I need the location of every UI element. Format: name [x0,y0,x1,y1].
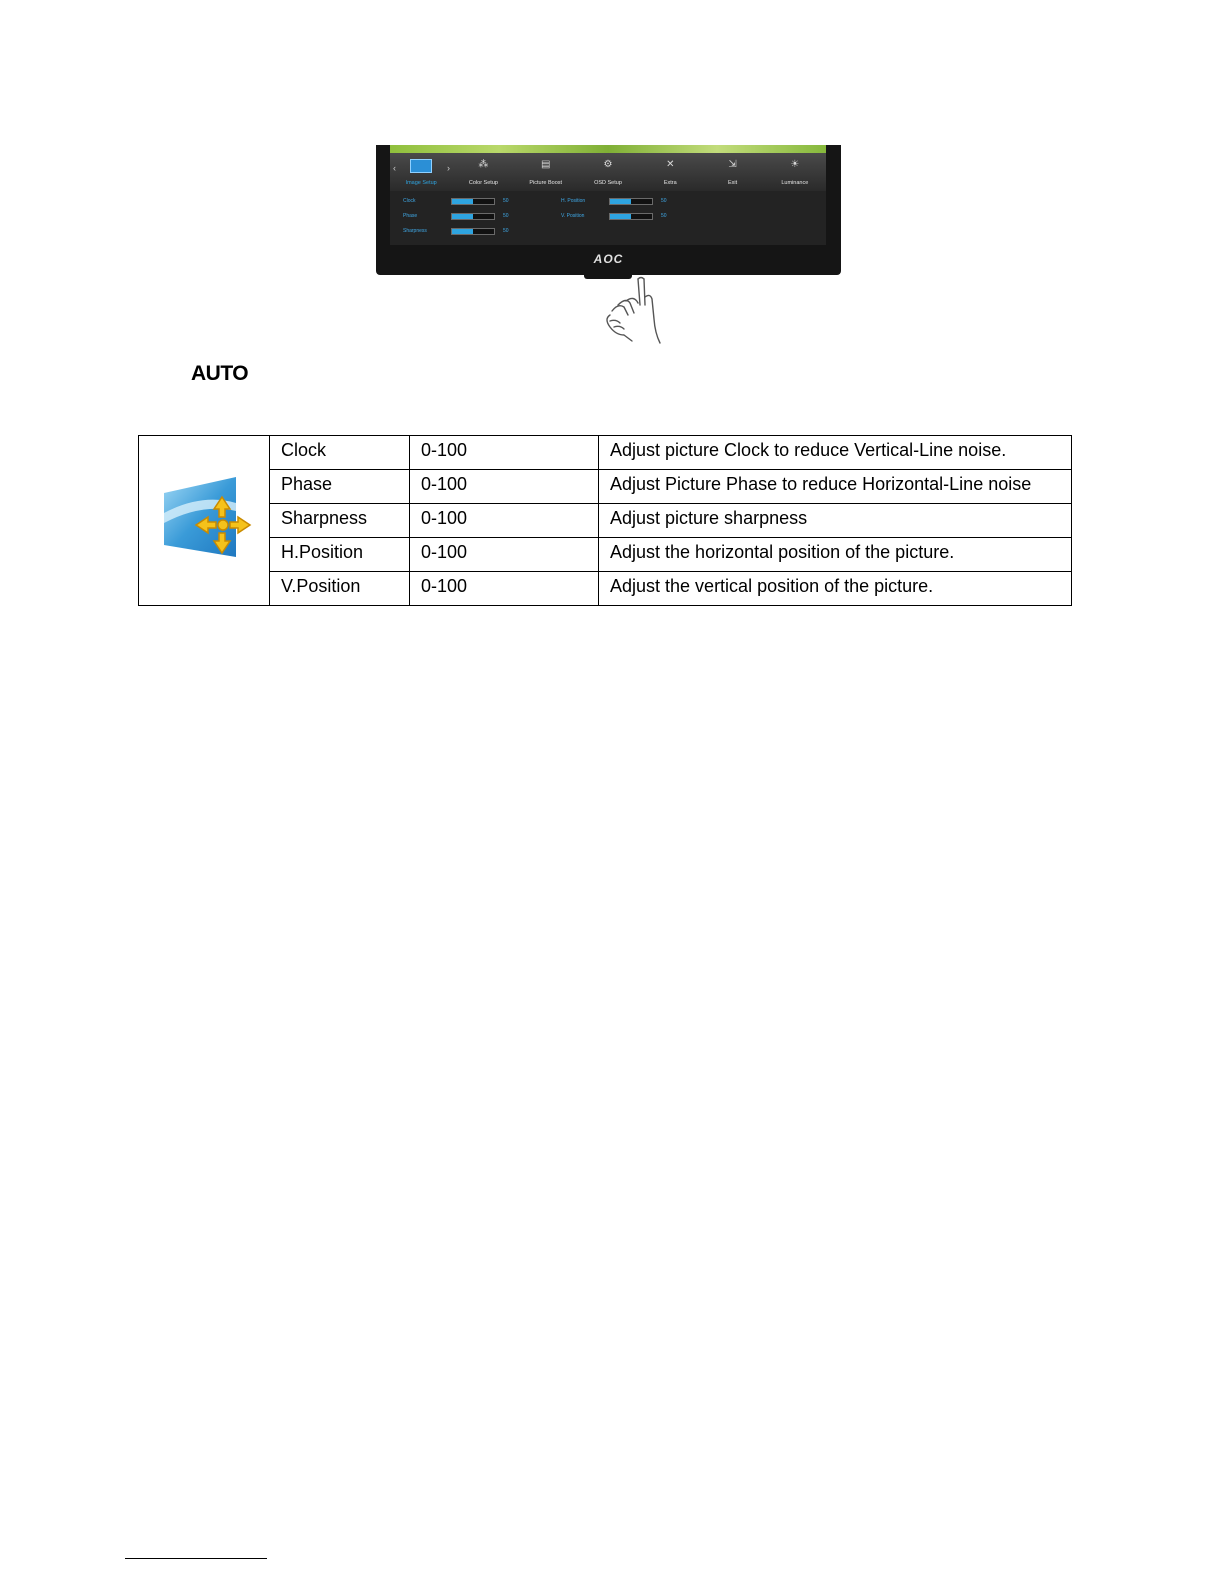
row-range: 0-100 [410,436,599,470]
image-setup-icon [410,159,432,173]
row-range: 0-100 [410,538,599,572]
osd-tab-label: OSD Setup [594,180,622,186]
osd-tab-luminance[interactable] [764,153,826,191]
table-row [139,436,1072,470]
osd-tab-extra[interactable] [639,153,701,191]
osd-tab-label: Extra [663,180,677,186]
osd-tab-exit[interactable] [701,153,763,191]
chevron-left-icon[interactable]: ‹ [393,163,396,173]
osd-slider-fill [610,199,631,204]
exit-icon: ⇲ [728,159,737,170]
row-description: Adjust the vertical position of the picture. [599,572,1072,606]
osd-tab-color-setup[interactable] [452,153,514,191]
brand-logo: AOC [593,252,624,266]
row-name: H.Position [270,538,410,572]
row-range: 0-100 [410,470,599,504]
monitor-illustration [376,145,841,275]
luminance-icon: ☀ [790,159,800,170]
osd-slider[interactable] [451,198,495,205]
wallpaper-strip [390,145,826,153]
osd-slider[interactable] [451,213,495,220]
osd-row-label: Phase [403,213,418,219]
osd-slider-fill [452,199,473,204]
osd-slider-fill [610,214,631,219]
row-description: Adjust Picture Phase to reduce Horizontal-Line noise [599,470,1072,504]
osd-tab-label: Color Setup [468,180,498,186]
row-name: V.Position [270,572,410,606]
osd-slider-fill [452,214,473,219]
footnote-divider [125,1558,267,1559]
osd-tab-image-setup[interactable] [390,153,452,191]
osd-tab-label: Exit [727,180,738,186]
osd-settings-panel [390,191,826,245]
color-setup-icon: ⁂ [478,159,489,170]
osd-row-label: V. Position [561,213,585,219]
osd-row-value: 50 [661,198,667,204]
row-range: 0-100 [410,504,599,538]
osd-row-value: 50 [503,198,509,204]
table-row [139,470,1072,504]
row-description: Adjust the horizontal position of the picture. [599,538,1072,572]
osd-slider-fill [452,229,473,234]
osd-tab-label: Image Setup [405,180,437,186]
table-icon-cell [139,436,270,606]
osd-tab-bar [390,153,826,191]
row-description: Adjust picture sharpness [599,504,1072,538]
row-description: Adjust picture Clock to reduce Vertical-Line noise. [599,436,1072,470]
osd-row-value: 50 [503,228,509,234]
osd-slider[interactable] [609,198,653,205]
osd-slider[interactable] [609,213,653,220]
table-row [139,572,1072,606]
table-row [139,504,1072,538]
osd-row-label: Sharpness [403,228,427,234]
osd-tab-picture-boost[interactable] [515,153,577,191]
osd-slider[interactable] [451,228,495,235]
osd-row-label: H. Position [561,198,586,204]
pointing-hand-icon [598,275,672,345]
osd-tab-osd-setup[interactable] [577,153,639,191]
table-row [139,538,1072,572]
monitor-screen [390,145,826,245]
extra-icon: ✕ [666,159,675,170]
osd-row-value: 50 [503,213,509,219]
osd-tab-label: Luminance [781,180,809,186]
section-heading: AUTO [191,362,249,385]
picture-boost-icon: ▤ [540,159,551,170]
row-name: Clock [270,436,410,470]
osd-tab-label: Picture Boost [529,180,563,186]
osd-row-value: 50 [661,213,667,219]
osd-setup-icon: ⚙ [603,159,613,170]
image-setup-icon [152,473,256,563]
osd-row-label: Clock [403,198,416,204]
settings-table [138,435,1072,606]
row-name: Phase [270,470,410,504]
chevron-right-icon[interactable]: › [447,163,450,173]
row-name: Sharpness [270,504,410,538]
row-range: 0-100 [410,572,599,606]
